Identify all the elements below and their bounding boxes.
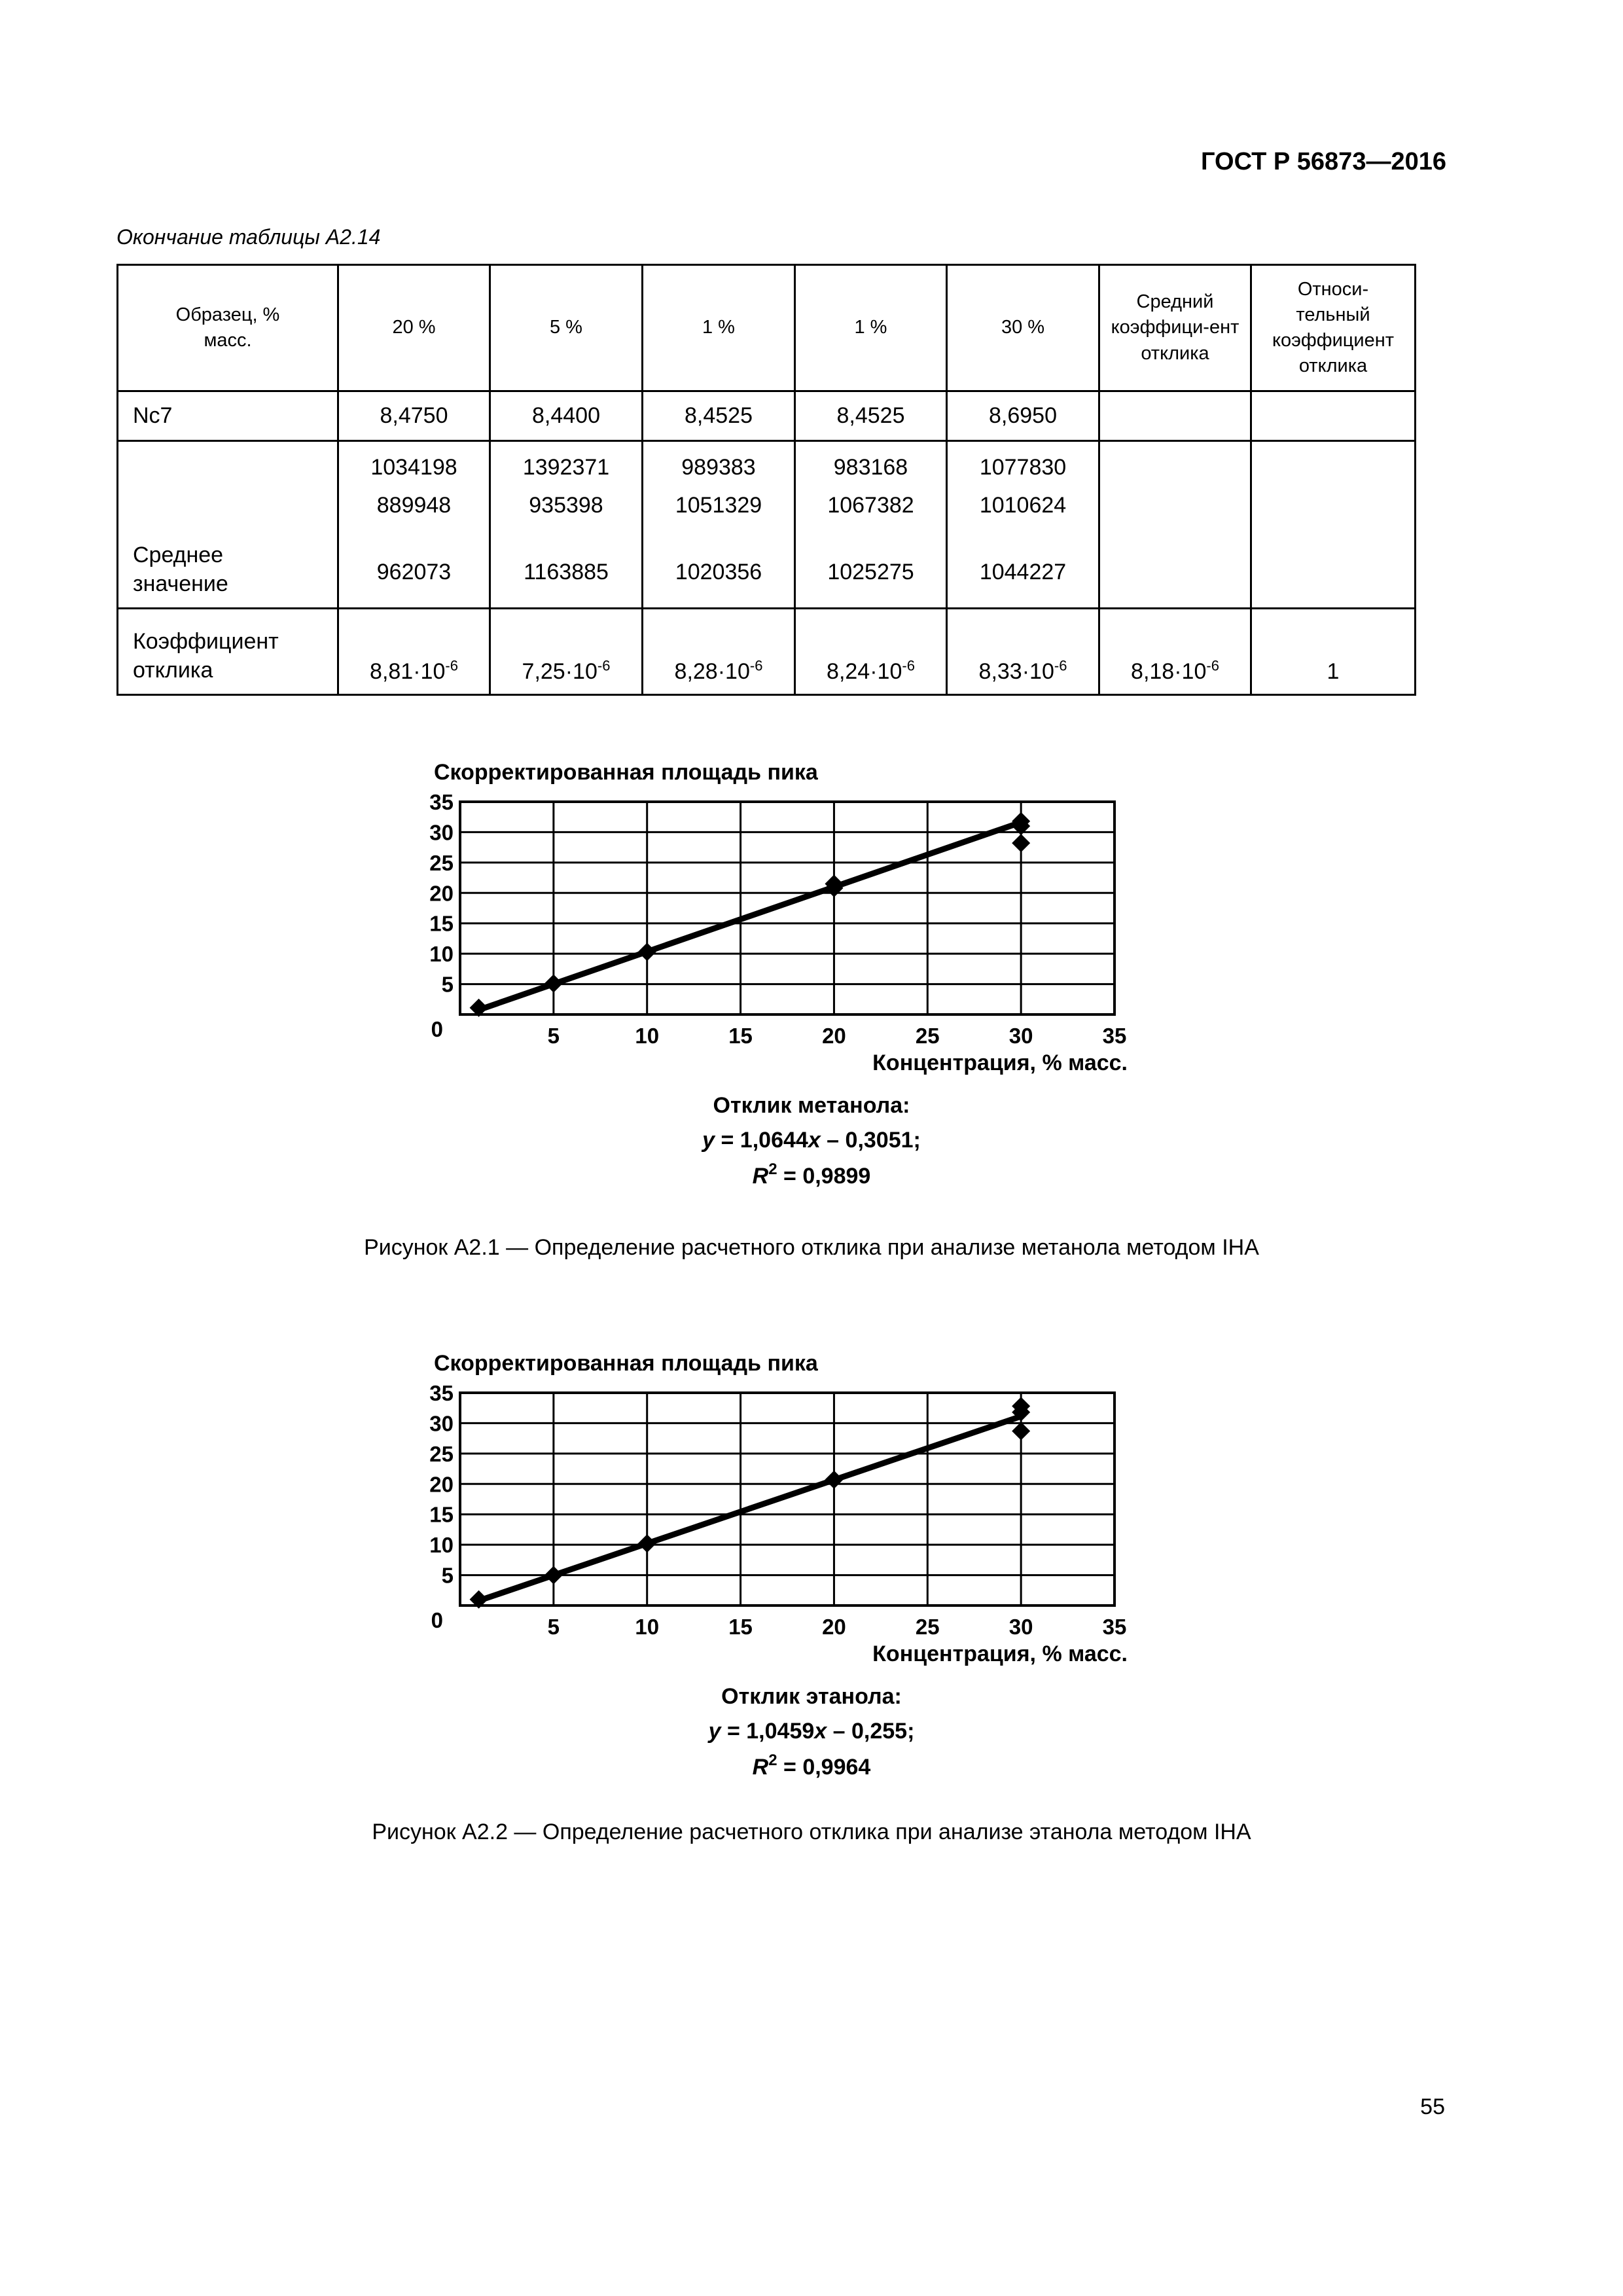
table-cell: 1 <box>1251 609 1416 695</box>
data-point <box>544 975 563 993</box>
r2-value: = 0,9964 <box>777 1755 871 1780</box>
response-title: Отклик метанола: <box>713 1093 910 1118</box>
area-value: 935398 <box>529 493 603 518</box>
header-cell: Образец, % масс. <box>118 265 338 391</box>
x-axis-label: Концентрация, % масс. <box>872 1050 1128 1075</box>
eq-y-var: y <box>708 1719 721 1744</box>
mean-coef-value: 8,18·10 <box>1131 659 1207 684</box>
row-label: Nc7 <box>118 391 338 441</box>
y-tick-label: 35 <box>429 790 454 814</box>
y-tick-label: 20 <box>429 1472 454 1497</box>
coef-value: 8,24·10 <box>827 659 902 684</box>
x-axis-label: Концентрация, % масс. <box>872 1641 1128 1666</box>
y-tick-label: 5 <box>441 1563 454 1588</box>
area-value: 1051329 <box>675 493 762 518</box>
y-tick-label: 15 <box>429 1502 454 1527</box>
r-squared <box>753 1751 871 1780</box>
y-tick-label: 25 <box>429 1441 454 1466</box>
coef-exponent: -6 <box>597 657 611 674</box>
header-cell: 1 % <box>795 265 947 391</box>
r2-var: R <box>752 1164 769 1189</box>
table-cell: 8,4525 <box>795 391 947 441</box>
eq-x-var: x <box>814 1719 827 1744</box>
area-value: 1067382 <box>827 493 914 518</box>
x-tick-label: 20 <box>822 1024 846 1048</box>
x-tick-label: 25 <box>915 1615 940 1639</box>
eq-intercept: – 0,255; <box>827 1719 915 1744</box>
x-tick-label: 35 <box>1102 1024 1127 1048</box>
y-tick-label: 30 <box>429 820 454 845</box>
table-cell: 8,4400 <box>490 391 643 441</box>
data-point <box>1012 834 1030 852</box>
x-tick-label: 10 <box>635 1024 660 1048</box>
chart-title: Скорректированная площадь пика <box>434 760 818 785</box>
x-tick-label: 10 <box>635 1615 660 1639</box>
y-tick-label: 25 <box>429 850 454 875</box>
coef-exponent: -6 <box>749 657 763 674</box>
table-cell: 8,4750 <box>338 391 490 441</box>
data-point <box>638 942 656 961</box>
header-cell: 1 % <box>643 265 795 391</box>
average-value: 1163885 <box>524 560 609 584</box>
x-tick-label: 20 <box>822 1615 846 1639</box>
data-point <box>825 1471 843 1489</box>
header-cell: 5 % <box>490 265 643 391</box>
figure-caption: Рисунок А2.2 — Определение расчетного отклика при анализе этанола методом IHA <box>372 1820 1251 1844</box>
response-title: Отклик этанола: <box>721 1684 902 1709</box>
chart-title: Скорректированная площадь пика <box>434 1351 818 1376</box>
average-value: 1020356 <box>675 560 762 584</box>
eq-y-var: y <box>702 1128 715 1153</box>
eq-x-var: x <box>808 1128 821 1153</box>
area-value: 1010624 <box>979 493 1067 518</box>
r2-exp: 2 <box>768 1751 777 1769</box>
x-tick-label: 15 <box>728 1615 753 1639</box>
coef-value: 7,25·10 <box>522 659 597 684</box>
x-tick-label: 15 <box>728 1024 753 1048</box>
y-tick-label: 35 <box>429 1381 454 1405</box>
coef-exponent: -6 <box>902 657 915 674</box>
data-point <box>544 1566 563 1585</box>
x-tick-label: 5 <box>547 1615 560 1639</box>
table-cell: 8,6950 <box>947 391 1099 441</box>
x-tick-label: 30 <box>1008 1615 1033 1639</box>
r-squared <box>753 1160 871 1189</box>
data-point <box>638 1534 656 1552</box>
origin-tick-label: 0 <box>431 1608 443 1632</box>
page-number: 55 <box>1420 2094 1445 2119</box>
y-tick-label: 10 <box>429 1533 454 1558</box>
r2-var: R <box>752 1755 769 1780</box>
coef-exponent: -6 <box>445 657 458 674</box>
x-tick-label: 25 <box>915 1024 940 1048</box>
x-tick-label: 5 <box>547 1024 560 1048</box>
coef-value: 8,33·10 <box>978 659 1054 684</box>
header-cell: 20 % <box>338 265 490 391</box>
area-value: 1392371 <box>522 455 610 480</box>
r2-exp: 2 <box>768 1160 777 1178</box>
area-value: 983168 <box>833 455 908 480</box>
eq-intercept: – 0,3051; <box>820 1128 921 1153</box>
eq-slope: = 1,0459 <box>721 1719 815 1744</box>
header-cell: Средний коэффици-ент отклика <box>1099 265 1251 391</box>
y-tick-label: 5 <box>441 972 454 997</box>
origin-tick-label: 0 <box>431 1017 443 1041</box>
average-value: 1044227 <box>979 560 1067 584</box>
chart-group <box>429 1351 1128 1780</box>
regression-equation <box>701 1128 921 1153</box>
eq-slope: = 1,0644 <box>715 1128 808 1153</box>
area-value: 1077830 <box>979 455 1067 480</box>
table-cell: 8,4525 <box>643 391 795 441</box>
data-point <box>1012 1422 1030 1441</box>
coef-exponent: -6 <box>1054 657 1067 674</box>
average-value: 1025275 <box>827 560 914 584</box>
figure-caption: Рисунок А2.1 — Определение расчетного отклика при анализе метанола методом IHA <box>364 1235 1259 1260</box>
x-tick-label: 30 <box>1008 1024 1033 1048</box>
y-tick-label: 10 <box>429 942 454 967</box>
y-tick-label: 15 <box>429 911 454 936</box>
area-value: 1034198 <box>370 455 457 480</box>
average-value: 962073 <box>376 560 452 584</box>
row-label: Коэффициент отклика <box>118 609 338 695</box>
y-tick-label: 20 <box>429 881 454 906</box>
chart-group <box>429 760 1128 1189</box>
header-cell: Относи-тельный коэффициент отклика <box>1251 265 1416 391</box>
area-value: 889948 <box>376 493 452 518</box>
table-caption: Окончание таблицы А2.14 <box>116 225 381 249</box>
document-code: ГОСТ Р 56873—2016 <box>1201 148 1446 175</box>
coef-value: 8,81·10 <box>370 659 446 684</box>
coef-exponent: -6 <box>1206 657 1219 674</box>
regression-equation <box>707 1719 915 1744</box>
row-label: Среднее значение <box>133 543 228 596</box>
coef-value: 8,28·10 <box>674 659 750 684</box>
y-tick-label: 30 <box>429 1411 454 1436</box>
r2-value: = 0,9899 <box>777 1164 871 1189</box>
header-cell: 30 % <box>947 265 1099 391</box>
area-value: 989383 <box>681 455 756 480</box>
x-tick-label: 35 <box>1102 1615 1127 1639</box>
